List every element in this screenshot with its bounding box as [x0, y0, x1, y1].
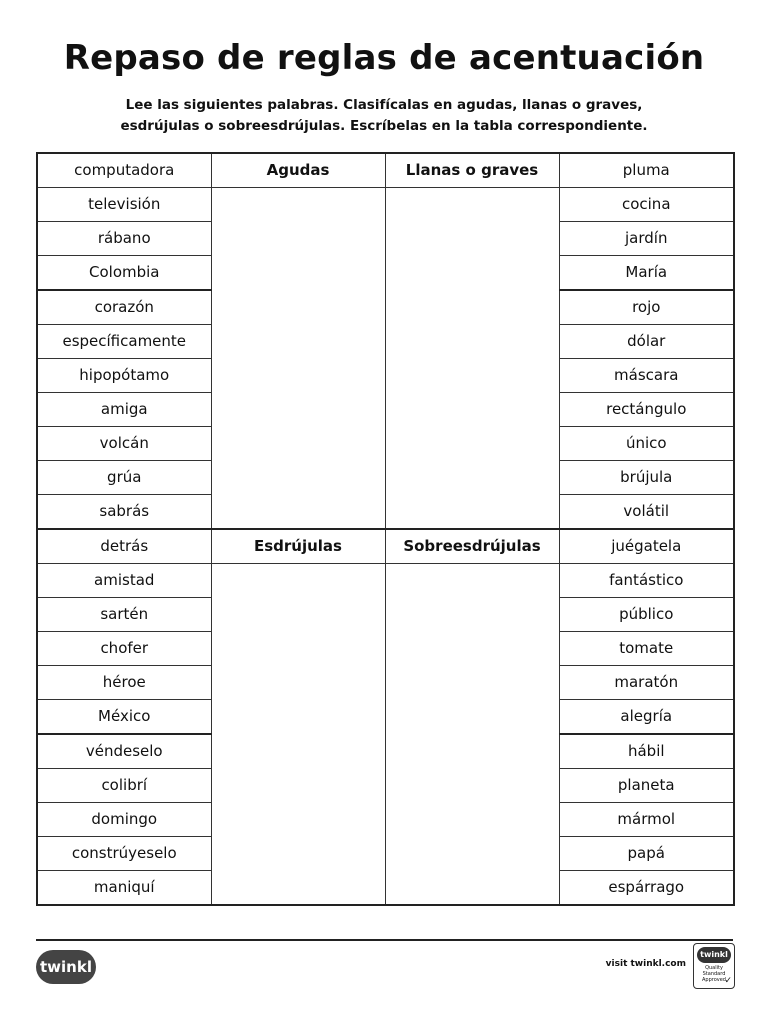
instructions [0, 95, 768, 137]
checkmark-icon: ✓ [724, 976, 732, 986]
left-word: corazón [37, 290, 211, 325]
right-word: alegría [559, 700, 734, 735]
left-word: héroe [37, 666, 211, 700]
left-word: computadora [37, 153, 211, 188]
visit-link[interactable]: visit twinkl.com [605, 959, 686, 969]
right-word: papá [559, 837, 734, 871]
right-word: maratón [559, 666, 734, 700]
category-header: Llanas o graves [385, 153, 559, 188]
right-word: mármol [559, 803, 734, 837]
left-word: grúa [37, 461, 211, 495]
right-word: María [559, 256, 734, 291]
instructions-line-2: esdrújulas o sobreesdrújulas. Escríbelas en la tabla correspondiente. [120, 118, 648, 134]
quality-badge [693, 943, 735, 989]
table-row [37, 188, 734, 222]
right-word: rojo [559, 290, 734, 325]
left-word: Colombia [37, 256, 211, 291]
answer-area[interactable] [211, 188, 385, 530]
left-word: hipopótamo [37, 359, 211, 393]
left-word: amistad [37, 564, 211, 598]
right-word: jardín [559, 222, 734, 256]
right-word: dólar [559, 325, 734, 359]
right-word: pluma [559, 153, 734, 188]
table-row [37, 564, 734, 598]
badge-title: twinkl [697, 947, 731, 963]
twinkl-logo[interactable]: twinkl [36, 950, 96, 984]
left-word: amiga [37, 393, 211, 427]
table-row [37, 153, 734, 188]
right-word: hábil [559, 734, 734, 769]
category-header: Sobreesdrújulas [385, 529, 559, 564]
left-word: México [37, 700, 211, 735]
page-title: Repaso de reglas de acentuación [63, 38, 705, 78]
category-header: Esdrújulas [211, 529, 385, 564]
right-word: volátil [559, 495, 734, 530]
left-word: chofer [37, 632, 211, 666]
left-word: constrúyeselo [37, 837, 211, 871]
left-word: detrás [37, 529, 211, 564]
badge-subtitle: Quality Standard Approved [702, 965, 726, 983]
left-word: televisión [37, 188, 211, 222]
left-word: colibrí [37, 769, 211, 803]
right-word: juégatela [559, 529, 734, 564]
left-word: maniquí [37, 871, 211, 906]
left-word: domingo [37, 803, 211, 837]
category-header: Agudas [211, 153, 385, 188]
right-word: máscara [559, 359, 734, 393]
left-word: volcán [37, 427, 211, 461]
footer-divider [36, 939, 733, 941]
right-word: brújula [559, 461, 734, 495]
right-word: fantástico [559, 564, 734, 598]
left-word: sabrás [37, 495, 211, 530]
right-word: único [559, 427, 734, 461]
instructions-line-1: Lee las siguientes palabras. Clasifícalas en agudas, llanas o graves, [125, 97, 643, 113]
table-row [37, 529, 734, 564]
right-word: planeta [559, 769, 734, 803]
left-word: sartén [37, 598, 211, 632]
left-word: rábano [37, 222, 211, 256]
right-word: público [559, 598, 734, 632]
answer-area[interactable] [211, 564, 385, 906]
answer-area[interactable] [385, 188, 559, 530]
answer-area[interactable] [385, 564, 559, 906]
classification-table [36, 152, 735, 906]
left-word: véndeselo [37, 734, 211, 769]
left-word: específicamente [37, 325, 211, 359]
right-word: espárrago [559, 871, 734, 906]
right-word: cocina [559, 188, 734, 222]
right-word: rectángulo [559, 393, 734, 427]
right-word: tomate [559, 632, 734, 666]
